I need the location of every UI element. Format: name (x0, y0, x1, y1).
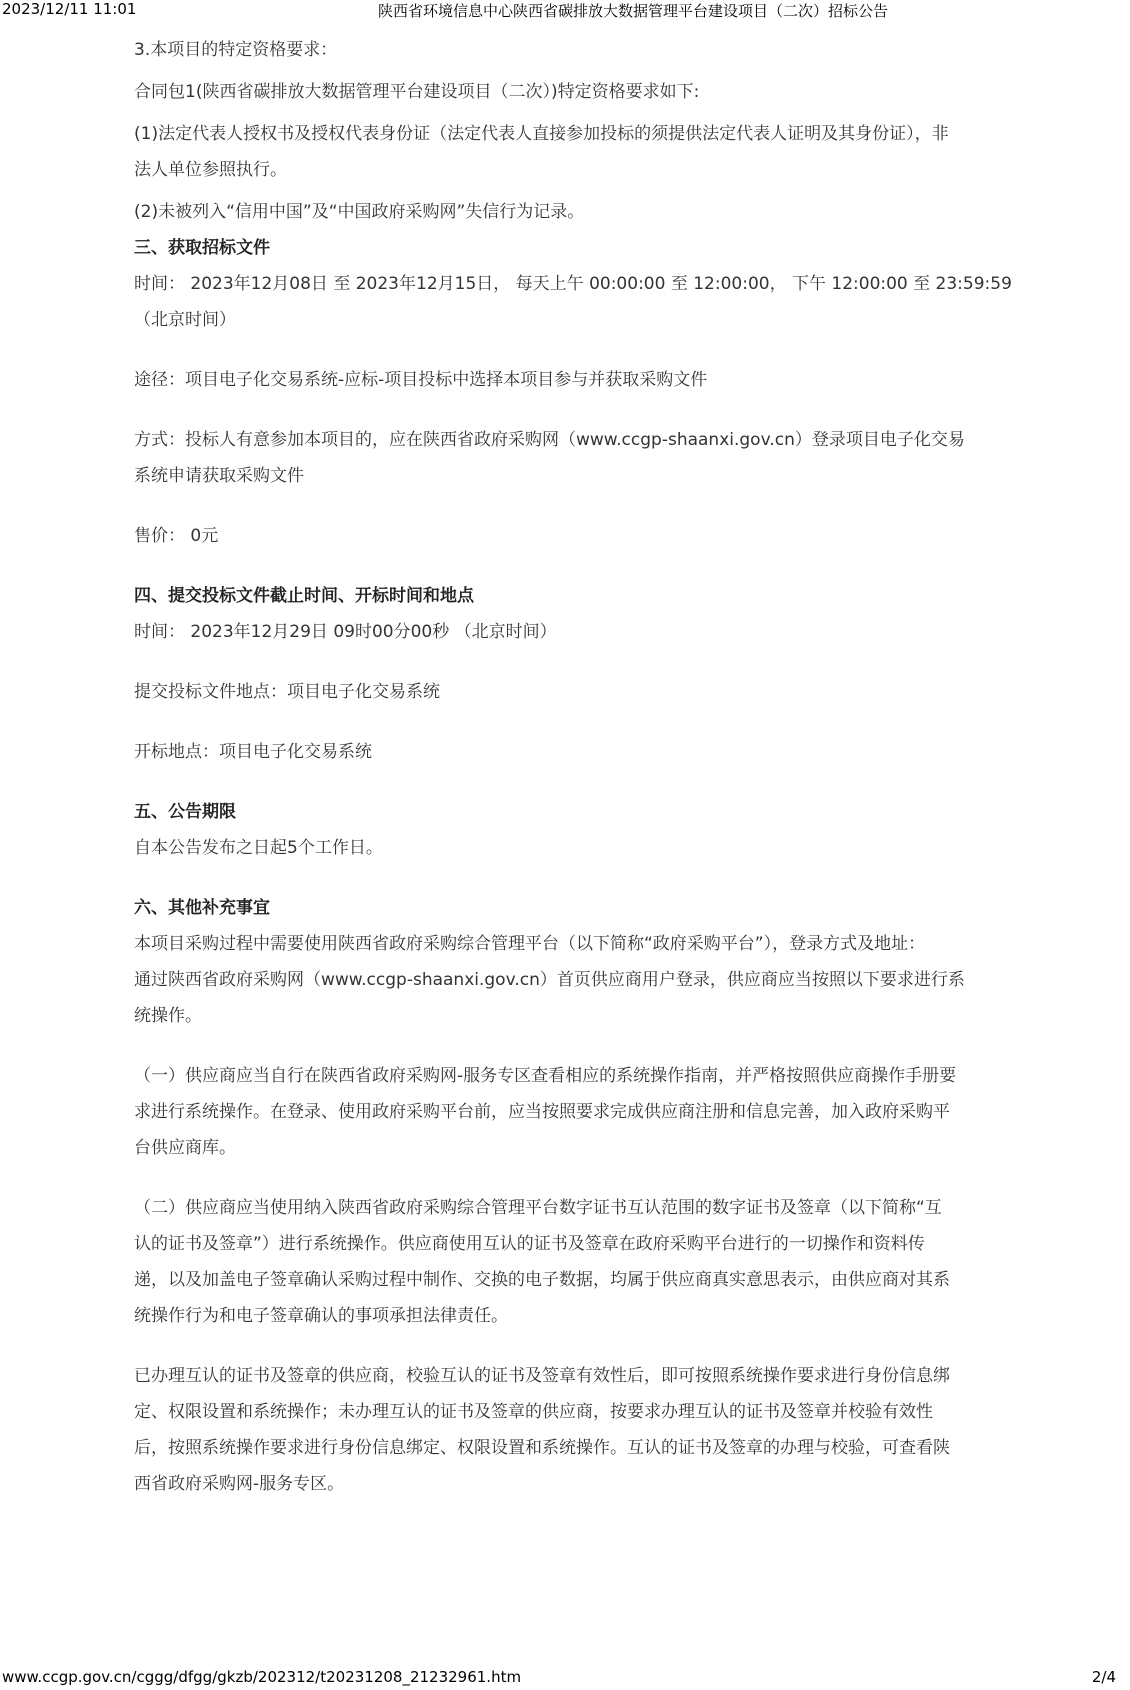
section-6-p4-line-4: 西省政府采购网-服务专区。 (134, 1474, 345, 1494)
section-4-open-location: 开标地点：项目电子化交易系统 (134, 742, 372, 762)
section-3-title: 三、获取招标文件 (134, 238, 270, 258)
section-6-p4-line-3: 后，按照系统操作要求进行身份信息绑定、权限设置和系统操作。互认的证书及签章的办理与校验，可查看陕 (134, 1438, 950, 1458)
section-3-price: 售价： 0元 (134, 526, 219, 546)
section-5-title: 五、公告期限 (134, 802, 236, 822)
section-6-p3-line-4: 统操作行为和电子签章确认的事项承担法律责任。 (134, 1306, 508, 1326)
section-3-method-line-2: 系统申请获取采购文件 (134, 466, 304, 486)
section-6-p2-line-3: 台供应商库。 (134, 1138, 236, 1158)
print-page-number: 2/4 (1091, 1668, 1116, 1686)
section-6-p4-line-2: 定、权限设置和系统操作；未办理互认的证书及签章的供应商，按要求办理互认的证书及签章并校验有效性 (134, 1402, 933, 1422)
section-6-p2-line-1: （一）供应商应当自行在陕西省政府采购网-服务专区查看相应的系统操作指南，并严格按照供应商操作手册要 (134, 1066, 957, 1086)
announcement-body (134, 32, 1014, 1502)
section-3-way: 途径：项目电子化交易系统-应标-项目投标中选择本项目参与并获取采购文件 (134, 370, 708, 390)
qualification-item-2: (2)未被列入“信用中国”及“中国政府采购网”失信行为记录。 (134, 202, 585, 222)
section-4-time: 时间： 2023年12月29日 09时00分00秒 （北京时间） (134, 622, 557, 642)
section-4-title: 四、提交投标文件截止时间、开标时间和地点 (134, 586, 474, 606)
section-3-time-line-1: 时间： 2023年12月08日 至 2023年12月15日， 每天上午 00:00:00 至 12:00:00， 下午 12:00:00 至 23:59:59 (134, 274, 1012, 294)
section-6-title: 六、其他补充事宜 (134, 898, 270, 918)
section-6-p3-line-2: 认的证书及签章”）进行系统操作。供应商使用互认的证书及签章在政府采购平台进行的一切操作和资料传 (134, 1234, 925, 1254)
section-6-p1-line-2: 通过陕西省政府采购网（www.ccgp-shaanxi.gov.cn）首页供应商用户登录，供应商应当按照以下要求进行系 (134, 970, 965, 990)
qualification-heading: 3.本项目的特定资格要求： (134, 40, 338, 60)
section-6-p3-line-1: （二）供应商应当使用纳入陕西省政府采购综合管理平台数字证书互认范围的数字证书及签章（以下简称“互 (134, 1198, 942, 1218)
section-6-p1-line-1: 本项目采购过程中需要使用陕西省政府采购综合管理平台（以下简称“政府采购平台”），登录方式及地址： (134, 934, 926, 954)
section-3-method-line-1: 方式：投标人有意参加本项目的，应在陕西省政府采购网（www.ccgp-shaanxi.gov.cn）登录项目电子化交易 (134, 430, 965, 450)
qualification-item-1-line-1: (1)法定代表人授权书及授权代表身份证（法定代表人直接参加投标的须提供法定代表人证明及其身份证），非 (134, 124, 949, 144)
section-6-p3-line-3: 递，以及加盖电子签章确认采购过程中制作、交换的电子数据，均属于供应商真实意思表示，由供应商对其系 (134, 1270, 950, 1290)
print-header (0, 0, 1130, 22)
section-5-text: 自本公告发布之日起5个工作日。 (134, 838, 383, 858)
print-datetime: 2023/12/11 11:01 (2, 0, 137, 18)
print-page-title: 陕西省环境信息中心陕西省碳排放大数据管理平台建设项目（二次）招标公告 (378, 2, 889, 20)
section-3-time-line-2: （北京时间） (134, 310, 236, 330)
qualification-item-1-line-2: 法人单位参照执行。 (134, 160, 287, 180)
section-4-submit-location: 提交投标文件地点：项目电子化交易系统 (134, 682, 440, 702)
section-6-p1-line-3: 统操作。 (134, 1006, 202, 1026)
print-footer (0, 1668, 1130, 1690)
print-url: www.ccgp.gov.cn/cggg/dfgg/gkzb/202312/t20231208_21232961.htm (2, 1668, 522, 1686)
section-6-p4-line-1: 已办理互认的证书及签章的供应商，校验互认的证书及签章有效性后，即可按照系统操作要求进行身份信息绑 (134, 1366, 950, 1386)
qualification-package: 合同包1(陕西省碳排放大数据管理平台建设项目（二次）)特定资格要求如下: (134, 82, 700, 102)
section-6-p2-line-2: 求进行系统操作。在登录、使用政府采购平台前，应当按照要求完成供应商注册和信息完善，加入政府采购平 (134, 1102, 950, 1122)
